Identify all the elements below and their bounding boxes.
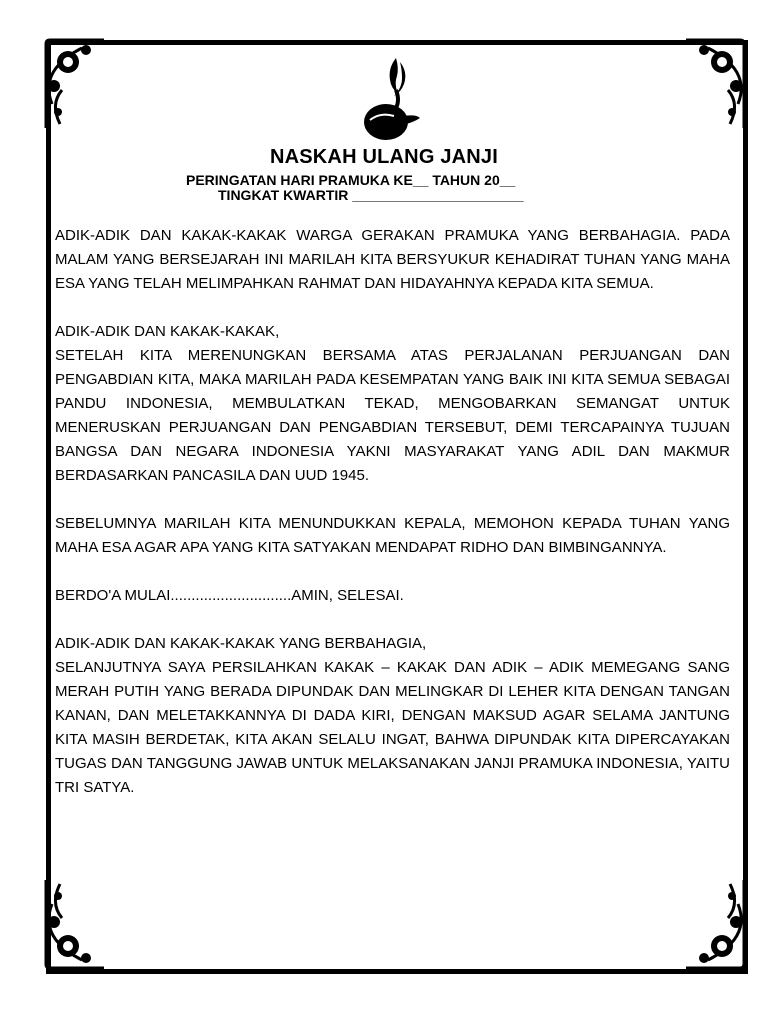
paragraph-commitment	[55, 320, 730, 488]
paragraph-text: SEBELUMNYA MARILAH KITA MENUNDUKKAN KEPALA, MEMOHON KEPADA TUHAN YANG MAHA ESA AGAR APA YANG KITA SATYAKAN MENDAPAT RIDHO DAN BIMBINGANNYA.	[55, 515, 730, 556]
document-body	[55, 224, 730, 824]
paragraph-opening	[55, 224, 730, 296]
paragraph-greeting: ADIK-ADIK DAN KAKAK-KAKAK YANG BERBAHAGIA,	[55, 635, 427, 652]
paragraph-prayer-intro	[55, 512, 730, 560]
paragraph-text: ADIK-ADIK DAN KAKAK-KAKAK WARGA GERAKAN PRAMUKA YANG BERBAHAGIA. PADA MALAM YANG BERSEJARAH INI MARILAH KITA BERSYUKUR KEHADIRAT TUHAN YANG MAHA ESA YANG TELAH MELIMPAHKAN RAHMAT DAN HIDAYAHNYA KEPADA KITA SEMUA.	[55, 227, 730, 292]
paragraph-prayer	[55, 584, 730, 608]
paragraph-text: SELANJUTNYA SAYA PERSILAHKAN KAKAK – KAKAK DAN ADIK – ADIK MEMEGANG SANG MERAH PUTIH YANG BERADA DIPUNDAK DAN MELINGKAR DI LEHER KITA DENGAN TANGAN KANAN, DAN MELETAKKANNYA DI DADA KIRI, DENGAN MAKSUD AGAR SELAMA JANTUNG KITA MASIH BERDETAK, KITA AKAN SELALU INGAT, BAHWA DIPUNDAK KITA DIPERCAYAKAN TUGAS DAN TANGGUNG JAWAB UNTUK MELAKSANAKAN JANJI PRAMUKA INDONESIA, YAITU TRI SATYA.	[55, 659, 730, 796]
floral-corner-ornament-icon	[40, 874, 110, 974]
paragraph-text: SETELAH KITA MERENUNGKAN BERSAMA ATAS PERJALANAN PERJUANGAN DAN PENGABDIAN KITA, MAKA MARILAH PADA KESEMPATAN YANG BAIK INI KITA SEMUA SEBAGAI PANDU INDONESIA, MEMBULATKAN TEKAD, MENGOBARKAN SEMANGAT UNTUK MENERUSKAN PERJUANGAN DAN PENGABDIAN TERSEBUT, DEMI TERCAPAINYA TUJUAN BANGSA DAN NEGARA INDONESIA YAKNI MASYARAKAT YANG ADIL DAN MAKMUR BERDASARKAN PANCASILA DAN UUD 1945.	[55, 347, 730, 484]
document-subtitle-kwartir: TINGKAT KWARTIR ______________________	[218, 187, 524, 203]
paragraph-text: BERDO'A MULAI.............................AMIN, SELESAI.	[55, 587, 404, 604]
paragraph-flag	[55, 632, 730, 800]
floral-corner-ornament-icon	[40, 34, 110, 134]
paragraph-greeting: ADIK-ADIK DAN KAKAK-KAKAK,	[55, 323, 280, 340]
document-title: NASKAH ULANG JANJI	[269, 146, 499, 168]
pramuka-logo-icon	[360, 54, 424, 144]
document-subtitle-event: PERINGATAN HARI PRAMUKA KE__ TAHUN 20__	[186, 172, 516, 188]
floral-corner-ornament-icon	[680, 34, 750, 134]
floral-corner-ornament-icon	[680, 874, 750, 974]
